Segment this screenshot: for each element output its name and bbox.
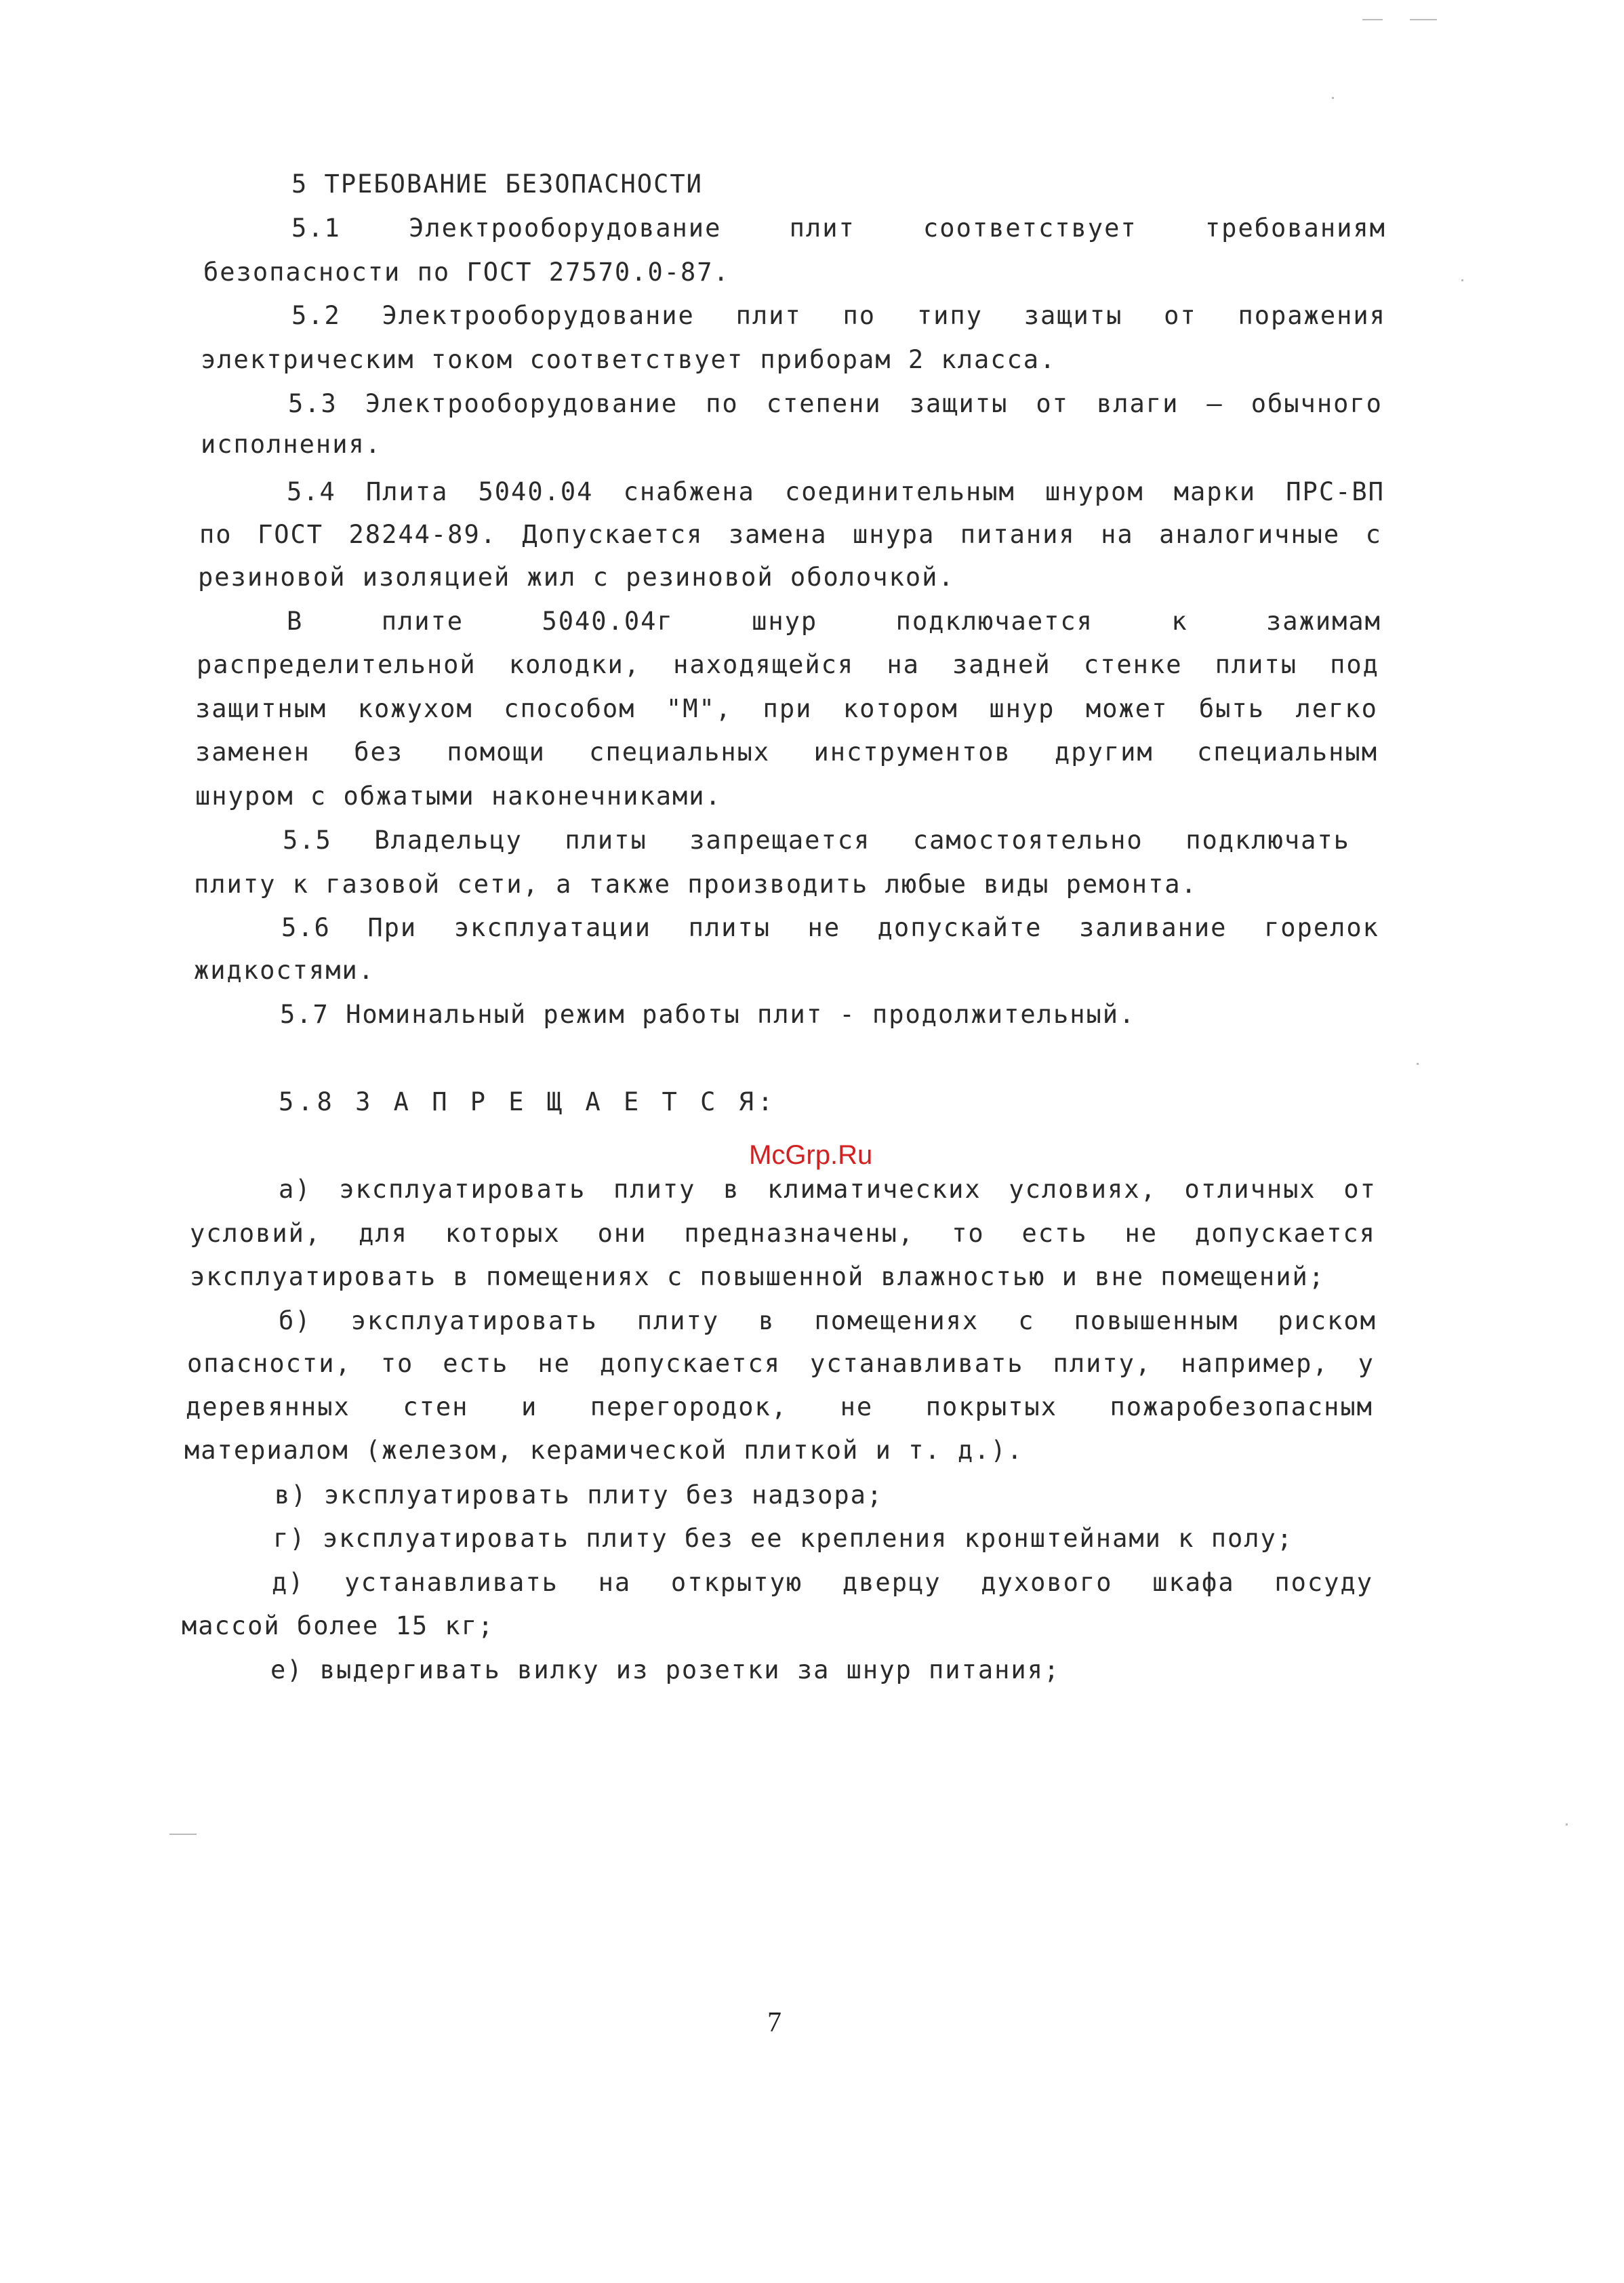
word: степени: [766, 389, 882, 418]
scan-artifact: [1566, 1823, 1568, 1825]
word: шкафа: [1152, 1568, 1235, 1597]
word: эксплуатировать: [339, 1175, 586, 1204]
item-v: в) эксплуатировать плиту без надзора;: [275, 1480, 884, 1510]
word: инструментов: [813, 738, 1011, 767]
paragraph-5-4-line-3: резиновой изоляцией жил с резиновой оболочкой.: [198, 563, 955, 592]
word: специальным: [1196, 738, 1378, 767]
word: например,: [1181, 1349, 1329, 1378]
item-b-line-4: материалом (железом, керамической плиткой и т. д.).: [184, 1436, 1024, 1465]
scan-artifact: [169, 1834, 197, 1835]
watermark: McGrp.Ru: [749, 1140, 873, 1170]
word: котором: [843, 694, 958, 723]
word: под: [1330, 650, 1379, 679]
word: 28244-89.: [348, 520, 497, 549]
word: Владельцу: [374, 826, 523, 855]
word: от: [1036, 389, 1069, 418]
word: самостоятельно: [912, 826, 1143, 855]
item-e: е) выдергивать вилку из розетки за шнур питания;: [270, 1655, 1061, 1684]
word: —: [1206, 389, 1223, 418]
word: плит: [789, 214, 855, 243]
word: не: [840, 1392, 874, 1421]
word: плиту: [636, 1306, 720, 1335]
word: находящейся: [673, 650, 855, 679]
word: аналогичные: [1159, 520, 1341, 549]
paragraph-5-4b-line-3: [195, 696, 1378, 721]
item-d-line-1: [272, 1570, 1373, 1595]
word: плиты: [688, 913, 771, 942]
word: допускается: [599, 1349, 781, 1378]
word: допускается: [1194, 1219, 1376, 1248]
item-g: г) эксплуатировать плиту без ее крепления кронштейнами к полу;: [273, 1524, 1294, 1553]
word: может: [1085, 694, 1169, 723]
word: есть: [1021, 1219, 1088, 1248]
word: то: [380, 1349, 414, 1378]
word: без: [354, 738, 404, 767]
word: риском: [1278, 1306, 1377, 1335]
word: ГОСТ: [257, 520, 324, 549]
scan-artifact: [1362, 19, 1383, 20]
word: "М",: [666, 694, 733, 723]
word: При: [367, 913, 418, 942]
word: Допускается: [522, 520, 704, 549]
word: устанавливать: [344, 1568, 559, 1597]
word: плит: [735, 301, 802, 330]
word: не: [1124, 1219, 1158, 1248]
word: соответствует: [923, 214, 1137, 243]
page-number: 7: [767, 2007, 781, 2038]
word: устанавливать: [809, 1349, 1024, 1378]
word: подключается: [895, 607, 1093, 636]
word: Электрооборудование: [409, 214, 722, 243]
word: 5.5: [283, 826, 332, 855]
word: снабжена: [623, 477, 755, 506]
word: климатических: [767, 1175, 981, 1204]
item-d-line-2: массой более 15 кг;: [182, 1611, 495, 1640]
word: колодки,: [508, 650, 641, 679]
word: эксплуатации: [453, 913, 652, 942]
paragraph-5-4-line-2: [199, 522, 1382, 547]
paragraph-5-8-heading: 5.8 З А П Р Е Щ А Е Т С Я:: [279, 1087, 777, 1116]
scan-artifact: [1410, 19, 1437, 20]
word: В: [287, 607, 304, 636]
word: замена: [728, 520, 828, 549]
word: по: [199, 520, 232, 549]
word: 5.3: [288, 389, 338, 418]
paragraph-5-4b-line-4: [195, 740, 1378, 765]
word: не: [537, 1349, 571, 1378]
word: перегородок,: [590, 1392, 788, 1421]
word: с: [1365, 520, 1382, 549]
word: д): [272, 1568, 305, 1597]
word: 5040.04: [478, 477, 594, 506]
word: духового: [981, 1568, 1113, 1597]
word: быть: [1198, 694, 1265, 723]
word: 5040.04г: [542, 607, 674, 636]
paragraph-5-7: 5.7 Номинальный режим работы плит - продолжительный.: [280, 1000, 1136, 1029]
word: соединительным: [784, 477, 1015, 506]
paragraph-5-4b-line-5: шнуром с обжатыми наконечниками.: [195, 782, 722, 811]
paragraph-5-3-line-1: [288, 391, 1383, 416]
word: от: [1343, 1175, 1377, 1204]
word: по: [706, 389, 739, 418]
word: специальных: [589, 738, 771, 767]
word: задней: [952, 650, 1051, 679]
word: опасности,: [187, 1349, 352, 1378]
word: плиту,: [1053, 1349, 1152, 1378]
word: запрещается: [689, 826, 871, 855]
word: шнур: [989, 694, 1055, 723]
word: Электрооборудование: [365, 389, 678, 418]
word: они: [597, 1219, 647, 1248]
word: при: [763, 694, 813, 723]
word: обычного: [1251, 389, 1383, 418]
paragraph-5-5-line-2: плиту к газовой сети, а также производить любые виды ремонта.: [194, 870, 1198, 899]
word: деревянных: [186, 1392, 350, 1421]
word: плите: [381, 607, 464, 636]
word: стенке: [1083, 650, 1183, 679]
word: открытую: [670, 1568, 803, 1597]
word: помощи: [447, 738, 546, 767]
word: условий,: [190, 1219, 322, 1248]
word: кожухом: [357, 694, 473, 723]
paragraph-5-5-line-1: [283, 828, 1350, 853]
word: заменен: [195, 738, 310, 767]
word: плиты: [565, 826, 647, 855]
item-b-line-3: [186, 1394, 1373, 1419]
word: допускайте: [877, 913, 1042, 942]
word: то: [952, 1219, 985, 1248]
item-b-line-1: [279, 1308, 1377, 1333]
word: шнура: [852, 520, 935, 549]
item-b-line-2: [187, 1351, 1375, 1376]
word: типу: [916, 301, 983, 330]
word: шнуром: [1044, 477, 1144, 506]
paragraph-5-6-line-1: [281, 915, 1379, 940]
paragraph-5-3-line-2: исполнения.: [201, 430, 382, 459]
word: Электрооборудование: [382, 301, 695, 330]
word: дверцу: [842, 1568, 941, 1597]
word: от: [1164, 301, 1197, 330]
word: защитным: [195, 694, 327, 723]
word: не: [807, 913, 841, 942]
word: защиты: [1023, 301, 1123, 330]
word: на: [1101, 520, 1134, 549]
scan-artifact: [1417, 1063, 1419, 1065]
item-a-line-1: [279, 1177, 1377, 1202]
word: предназначены,: [684, 1219, 915, 1248]
word: с: [1018, 1306, 1035, 1335]
word: на: [887, 650, 920, 679]
word: на: [598, 1568, 632, 1597]
paragraph-5-1-line-1: [291, 216, 1386, 241]
word: способом: [504, 694, 636, 723]
word: другим: [1055, 738, 1154, 767]
word: заливание: [1078, 913, 1227, 942]
word: распределительной: [197, 650, 476, 679]
word: к: [1171, 607, 1188, 636]
word: помещениях: [814, 1306, 979, 1335]
word: поражения: [1238, 301, 1386, 330]
word: влаги: [1096, 389, 1179, 418]
word: у: [1358, 1349, 1375, 1378]
word: ПРС-ВП: [1286, 477, 1385, 506]
word: б): [279, 1306, 312, 1335]
word: требованиям: [1204, 214, 1386, 243]
word: в: [723, 1175, 740, 1204]
paragraph-5-4b-line-2: [197, 652, 1379, 677]
word: эксплуатировать: [350, 1306, 598, 1335]
word: которых: [445, 1219, 561, 1248]
word: 5.6: [281, 913, 331, 942]
word: зажимам: [1266, 607, 1381, 636]
word: Плита: [365, 477, 449, 506]
word: отличных: [1184, 1175, 1316, 1204]
word: для: [359, 1219, 408, 1248]
word: и: [521, 1392, 538, 1421]
word: защиты: [909, 389, 1009, 418]
word: а): [279, 1175, 312, 1204]
word: по: [843, 301, 876, 330]
word: есть: [443, 1349, 509, 1378]
item-a-line-2: [190, 1221, 1376, 1246]
paragraph-5-2-line-2: электрическим током соответствует приборам 2 класса.: [201, 345, 1057, 374]
word: 5.1: [291, 214, 341, 243]
paragraph-5-1-line-2: безопасности по ГОСТ 27570.0-87.: [203, 258, 730, 287]
word: 5.2: [291, 301, 341, 330]
word: 5.4: [287, 477, 336, 506]
item-a-line-3: эксплуатировать в помещениях с повышенной влажностью и вне помещений;: [190, 1262, 1326, 1291]
paragraph-5-4b-line-1: [287, 609, 1381, 634]
word: в: [758, 1306, 775, 1335]
scan-artifact: [1461, 279, 1463, 281]
word: плиты: [1215, 650, 1297, 679]
word: стен: [403, 1392, 469, 1421]
word: подключать: [1185, 826, 1350, 855]
word: марки: [1173, 477, 1257, 506]
word: условиях,: [1009, 1175, 1157, 1204]
word: питания: [960, 520, 1076, 549]
word: плиту: [613, 1175, 696, 1204]
paragraph-5-6-line-2: жидкостями.: [194, 956, 375, 985]
scan-artifact: [1332, 97, 1334, 99]
word: горелок: [1264, 913, 1379, 942]
word: повышенным: [1074, 1306, 1239, 1335]
word: покрытых: [925, 1392, 1057, 1421]
word: пожаробезопасным: [1110, 1392, 1373, 1421]
paragraph-5-4-line-1: [287, 479, 1385, 504]
word: посуду: [1274, 1568, 1373, 1597]
word: легко: [1295, 694, 1378, 723]
paragraph-5-2-line-1: [291, 303, 1386, 328]
word: шнур: [752, 607, 818, 636]
section-heading: 5 ТРЕБОВАНИЕ БЕЗОПАСНОСТИ: [291, 169, 703, 199]
